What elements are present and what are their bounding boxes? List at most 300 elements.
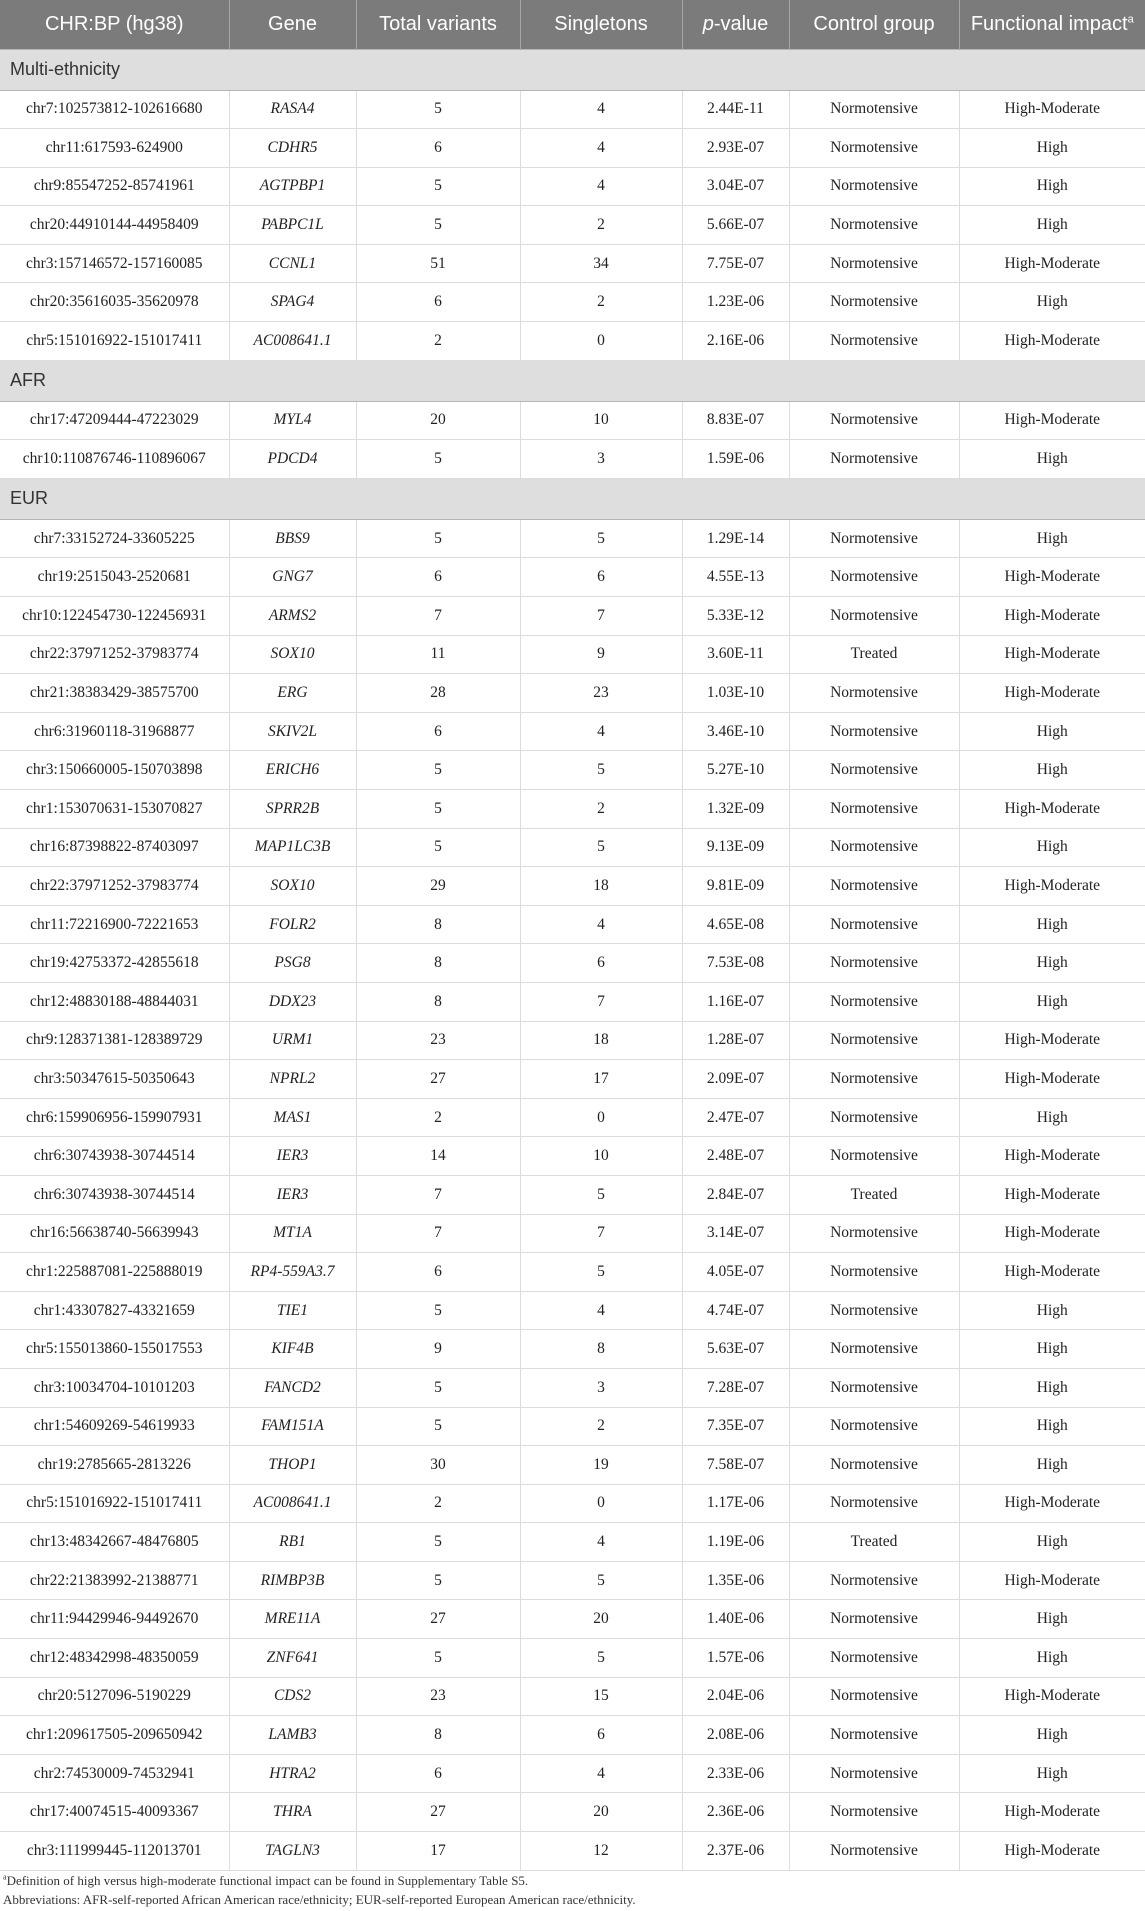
table-row (0, 1677, 1145, 1716)
functional-impact-cell: High-Moderate (959, 1021, 1145, 1060)
total-variants-cell: 5 (356, 1523, 520, 1562)
p-value-cell: 9.13E-09 (682, 828, 789, 867)
singletons-cell: 4 (520, 905, 682, 944)
total-variants-cell: 5 (356, 1639, 520, 1678)
functional-impact-cell: High-Moderate (959, 635, 1145, 674)
group-label: EUR (0, 478, 1145, 519)
chr-bp-cell: chr10:110876746-110896067 (0, 440, 229, 479)
singletons-cell: 7 (520, 1214, 682, 1253)
table-row (0, 558, 1145, 597)
functional-impact-cell: High-Moderate (959, 867, 1145, 906)
control-group-cell: Normotensive (789, 167, 959, 206)
gene-cell: TAGLN3 (229, 1832, 356, 1871)
gene-cell: HTRA2 (229, 1754, 356, 1793)
functional-impact-cell: High-Moderate (959, 322, 1145, 361)
control-group-cell: Normotensive (789, 1484, 959, 1523)
total-variants-cell: 27 (356, 1060, 520, 1099)
gene-cell: RASA4 (229, 90, 356, 129)
gene-cell: SOX10 (229, 867, 356, 906)
table-row (0, 1214, 1145, 1253)
control-group-cell: Normotensive (789, 129, 959, 168)
control-group-cell: Normotensive (789, 1214, 959, 1253)
gene-cell: KIF4B (229, 1330, 356, 1369)
p-value-cell: 1.57E-06 (682, 1639, 789, 1678)
total-variants-cell: 5 (356, 1561, 520, 1600)
total-variants-cell: 2 (356, 1098, 520, 1137)
singletons-cell: 4 (520, 1291, 682, 1330)
control-group-cell: Normotensive (789, 1639, 959, 1678)
functional-impact-cell: High (959, 944, 1145, 983)
p-value-cell: 7.58E-07 (682, 1446, 789, 1485)
control-group-cell: Normotensive (789, 283, 959, 322)
gene-cell: GNG7 (229, 558, 356, 597)
control-group-cell: Normotensive (789, 1060, 959, 1099)
total-variants-cell: 6 (356, 1754, 520, 1793)
gene-cell: SPRR2B (229, 790, 356, 829)
functional-impact-cell: High (959, 982, 1145, 1021)
header-functional-impact-label: Functional impact (970, 12, 1128, 35)
singletons-cell: 7 (520, 597, 682, 636)
functional-impact-cell: High (959, 1368, 1145, 1407)
functional-impact-cell: High-Moderate (959, 1214, 1145, 1253)
gene-cell: MAS1 (229, 1098, 356, 1137)
gene-cell: FOLR2 (229, 905, 356, 944)
gene-cell: SOX10 (229, 635, 356, 674)
functional-impact-cell: High (959, 828, 1145, 867)
functional-impact-cell: High-Moderate (959, 1793, 1145, 1832)
table-row (0, 1368, 1145, 1407)
table-row (0, 1330, 1145, 1369)
p-value-cell: 5.63E-07 (682, 1330, 789, 1369)
total-variants-cell: 9 (356, 1330, 520, 1369)
singletons-cell: 20 (520, 1793, 682, 1832)
control-group-cell: Normotensive (789, 982, 959, 1021)
control-group-cell: Normotensive (789, 1677, 959, 1716)
singletons-cell: 12 (520, 1832, 682, 1871)
p-value-cell: 1.40E-06 (682, 1600, 789, 1639)
control-group-cell: Treated (789, 1175, 959, 1214)
p-value-cell: 2.09E-07 (682, 1060, 789, 1099)
total-variants-cell: 11 (356, 635, 520, 674)
p-value-cell: 2.36E-06 (682, 1793, 789, 1832)
total-variants-cell: 5 (356, 90, 520, 129)
p-value-cell: 5.27E-10 (682, 751, 789, 790)
chr-bp-cell: chr1:43307827-43321659 (0, 1291, 229, 1330)
gene-cell: MAP1LC3B (229, 828, 356, 867)
control-group-cell: Normotensive (789, 1561, 959, 1600)
gene-cell: CDS2 (229, 1677, 356, 1716)
singletons-cell: 6 (520, 944, 682, 983)
control-group-cell: Normotensive (789, 1253, 959, 1292)
table-row (0, 1561, 1145, 1600)
singletons-cell: 2 (520, 206, 682, 245)
chr-bp-cell: chr11:94429946-94492670 (0, 1600, 229, 1639)
gene-cell: TIE1 (229, 1291, 356, 1330)
table-row (0, 1793, 1145, 1832)
singletons-cell: 4 (520, 712, 682, 751)
functional-impact-cell: High-Moderate (959, 597, 1145, 636)
singletons-cell: 3 (520, 1368, 682, 1407)
chr-bp-cell: chr7:102573812-102616680 (0, 90, 229, 129)
functional-impact-cell: High-Moderate (959, 401, 1145, 440)
table-row (0, 1253, 1145, 1292)
footnote-abbreviations: Abbreviations: AFR-self-reported African American race/ethnicity; EUR-self-reported European American race/ethnicity. (3, 1892, 636, 1907)
control-group-cell: Normotensive (789, 1291, 959, 1330)
group-row (0, 360, 1145, 401)
functional-impact-cell: High (959, 751, 1145, 790)
functional-impact-cell: High (959, 1330, 1145, 1369)
chr-bp-cell: chr7:33152724-33605225 (0, 519, 229, 558)
table-row (0, 1407, 1145, 1446)
singletons-cell: 18 (520, 867, 682, 906)
chr-bp-cell: chr1:153070631-153070827 (0, 790, 229, 829)
singletons-cell: 4 (520, 1754, 682, 1793)
p-value-cell: 2.16E-06 (682, 322, 789, 361)
control-group-cell: Normotensive (789, 1832, 959, 1871)
table-row (0, 674, 1145, 713)
functional-impact-cell: High-Moderate (959, 90, 1145, 129)
p-value-cell: 2.47E-07 (682, 1098, 789, 1137)
control-group-cell: Normotensive (789, 558, 959, 597)
total-variants-cell: 14 (356, 1137, 520, 1176)
chr-bp-cell: chr5:155013860-155017553 (0, 1330, 229, 1369)
table-row (0, 982, 1145, 1021)
singletons-cell: 2 (520, 1407, 682, 1446)
chr-bp-cell: chr19:2515043-2520681 (0, 558, 229, 597)
total-variants-cell: 6 (356, 129, 520, 168)
total-variants-cell: 8 (356, 905, 520, 944)
p-value-cell: 4.74E-07 (682, 1291, 789, 1330)
p-value-cell: 2.04E-06 (682, 1677, 789, 1716)
chr-bp-cell: chr11:72216900-72221653 (0, 905, 229, 944)
table-row (0, 1523, 1145, 1562)
singletons-cell: 5 (520, 1253, 682, 1292)
table-row (0, 167, 1145, 206)
gene-cell: CCNL1 (229, 244, 356, 283)
singletons-cell: 4 (520, 129, 682, 168)
control-group-cell: Normotensive (789, 828, 959, 867)
singletons-cell: 0 (520, 1484, 682, 1523)
total-variants-cell: 6 (356, 1253, 520, 1292)
control-group-cell: Normotensive (789, 1021, 959, 1060)
gene-cell: NPRL2 (229, 1060, 356, 1099)
chr-bp-cell: chr6:30743938-30744514 (0, 1137, 229, 1176)
functional-impact-cell: High (959, 1098, 1145, 1137)
control-group-cell: Normotensive (789, 944, 959, 983)
p-value-cell: 5.66E-07 (682, 206, 789, 245)
gene-cell: PABPC1L (229, 206, 356, 245)
control-group-cell: Normotensive (789, 1793, 959, 1832)
singletons-cell: 5 (520, 519, 682, 558)
control-group-cell: Normotensive (789, 206, 959, 245)
control-group-cell: Normotensive (789, 401, 959, 440)
group-label: AFR (0, 360, 1145, 401)
control-group-cell: Normotensive (789, 1754, 959, 1793)
chr-bp-cell: chr16:56638740-56639943 (0, 1214, 229, 1253)
footnote-definition-mark: a (3, 1872, 7, 1882)
total-variants-cell: 5 (356, 1368, 520, 1407)
gene-cell: ERG (229, 674, 356, 713)
total-variants-cell: 30 (356, 1446, 520, 1485)
table-row (0, 828, 1145, 867)
chr-bp-cell: chr20:35616035-35620978 (0, 283, 229, 322)
control-group-cell: Normotensive (789, 440, 959, 479)
table-row (0, 1060, 1145, 1099)
chr-bp-cell: chr9:85547252-85741961 (0, 167, 229, 206)
header-p-rest: -value (713, 12, 769, 35)
singletons-cell: 20 (520, 1600, 682, 1639)
singletons-cell: 2 (520, 283, 682, 322)
functional-impact-cell: High (959, 1291, 1145, 1330)
control-group-cell: Normotensive (789, 519, 959, 558)
total-variants-cell: 5 (356, 519, 520, 558)
functional-impact-cell: High-Moderate (959, 1832, 1145, 1871)
gene-cell: RP4-559A3.7 (229, 1253, 356, 1292)
chr-bp-cell: chr17:47209444-47223029 (0, 401, 229, 440)
table-row (0, 1600, 1145, 1639)
control-group-cell: Normotensive (789, 905, 959, 944)
functional-impact-cell: High (959, 1754, 1145, 1793)
functional-impact-cell: High (959, 905, 1145, 944)
p-value-cell: 1.23E-06 (682, 283, 789, 322)
p-value-cell: 5.33E-12 (682, 597, 789, 636)
chr-bp-cell: chr3:111999445-112013701 (0, 1832, 229, 1871)
singletons-cell: 6 (520, 558, 682, 597)
table-row (0, 283, 1145, 322)
chr-bp-cell: chr19:42753372-42855618 (0, 944, 229, 983)
table-row (0, 1639, 1145, 1678)
chr-bp-cell: chr5:151016922-151017411 (0, 1484, 229, 1523)
chr-bp-cell: chr22:21383992-21388771 (0, 1561, 229, 1600)
chr-bp-cell: chr3:150660005-150703898 (0, 751, 229, 790)
gene-cell: MRE11A (229, 1600, 356, 1639)
singletons-cell: 10 (520, 1137, 682, 1176)
table-row (0, 90, 1145, 129)
total-variants-cell: 5 (356, 751, 520, 790)
table-row (0, 944, 1145, 983)
singletons-cell: 17 (520, 1060, 682, 1099)
gene-cell: ARMS2 (229, 597, 356, 636)
total-variants-cell: 8 (356, 944, 520, 983)
functional-impact-cell: High-Moderate (959, 1253, 1145, 1292)
functional-impact-cell: High (959, 1639, 1145, 1678)
gene-cell: FANCD2 (229, 1368, 356, 1407)
chr-bp-cell: chr13:48342667-48476805 (0, 1523, 229, 1562)
group-row (0, 478, 1145, 519)
control-group-cell: Normotensive (789, 790, 959, 829)
control-group-cell: Normotensive (789, 1330, 959, 1369)
header-singletons: Singletons (520, 0, 682, 49)
table-row (0, 751, 1145, 790)
functional-impact-cell: High-Moderate (959, 1137, 1145, 1176)
gene-cell: PDCD4 (229, 440, 356, 479)
functional-impact-cell: High (959, 519, 1145, 558)
table-row (0, 1716, 1145, 1755)
chr-bp-cell: chr19:2785665-2813226 (0, 1446, 229, 1485)
functional-impact-cell: High (959, 206, 1145, 245)
gene-cell: AGTPBP1 (229, 167, 356, 206)
header-chr-bp: CHR:BP (hg38) (0, 0, 229, 49)
p-value-cell: 2.93E-07 (682, 129, 789, 168)
table-row (0, 597, 1145, 636)
footnote-mark: a (1127, 13, 1134, 26)
control-group-cell: Treated (789, 1523, 959, 1562)
header-functional-impact (959, 0, 1145, 49)
singletons-cell: 15 (520, 1677, 682, 1716)
total-variants-cell: 7 (356, 597, 520, 636)
total-variants-cell: 7 (356, 1214, 520, 1253)
chr-bp-cell: chr6:30743938-30744514 (0, 1175, 229, 1214)
p-value-cell: 1.17E-06 (682, 1484, 789, 1523)
singletons-cell: 5 (520, 1639, 682, 1678)
singletons-cell: 9 (520, 635, 682, 674)
table-row (0, 1291, 1145, 1330)
total-variants-cell: 29 (356, 867, 520, 906)
p-value-cell: 1.59E-06 (682, 440, 789, 479)
p-value-cell: 2.37E-06 (682, 1832, 789, 1871)
singletons-cell: 7 (520, 982, 682, 1021)
singletons-cell: 5 (520, 1561, 682, 1600)
gene-cell: ERICH6 (229, 751, 356, 790)
total-variants-cell: 2 (356, 1484, 520, 1523)
control-group-cell: Normotensive (789, 712, 959, 751)
total-variants-cell: 8 (356, 982, 520, 1021)
table-row (0, 1446, 1145, 1485)
total-variants-cell: 5 (356, 1407, 520, 1446)
table-row (0, 1175, 1145, 1214)
gene-cell: IER3 (229, 1175, 356, 1214)
p-value-cell: 1.29E-14 (682, 519, 789, 558)
functional-impact-cell: High (959, 440, 1145, 479)
total-variants-cell: 23 (356, 1021, 520, 1060)
singletons-cell: 23 (520, 674, 682, 713)
p-value-cell: 3.14E-07 (682, 1214, 789, 1253)
header-p-letter: p (702, 12, 714, 35)
chr-bp-cell: chr20:5127096-5190229 (0, 1677, 229, 1716)
chr-bp-cell: chr10:122454730-122456931 (0, 597, 229, 636)
p-value-cell: 3.46E-10 (682, 712, 789, 751)
table-row (0, 244, 1145, 283)
p-value-cell: 4.55E-13 (682, 558, 789, 597)
functional-impact-cell: High (959, 283, 1145, 322)
control-group-cell: Normotensive (789, 1407, 959, 1446)
footnote-definition-text: Definition of high versus high-moderate functional impact can be found in Supplementary Table S5. (6, 1873, 529, 1888)
group-row (0, 49, 1145, 90)
gene-cell: AC008641.1 (229, 322, 356, 361)
singletons-cell: 18 (520, 1021, 682, 1060)
chr-bp-cell: chr6:31960118-31968877 (0, 712, 229, 751)
gene-cell: THRA (229, 1793, 356, 1832)
total-variants-cell: 27 (356, 1600, 520, 1639)
p-value-cell: 2.08E-06 (682, 1716, 789, 1755)
p-value-cell: 7.35E-07 (682, 1407, 789, 1446)
singletons-cell: 4 (520, 167, 682, 206)
gene-cell: THOP1 (229, 1446, 356, 1485)
p-value-cell: 1.16E-07 (682, 982, 789, 1021)
gene-cell: IER3 (229, 1137, 356, 1176)
functional-impact-cell: High (959, 167, 1145, 206)
total-variants-cell: 23 (356, 1677, 520, 1716)
control-group-cell: Normotensive (789, 1716, 959, 1755)
total-variants-cell: 5 (356, 206, 520, 245)
singletons-cell: 4 (520, 90, 682, 129)
chr-bp-cell: chr5:151016922-151017411 (0, 322, 229, 361)
p-value-cell: 2.48E-07 (682, 1137, 789, 1176)
total-variants-cell: 6 (356, 712, 520, 751)
control-group-cell: Normotensive (789, 597, 959, 636)
p-value-cell: 9.81E-09 (682, 867, 789, 906)
singletons-cell: 0 (520, 322, 682, 361)
table-row (0, 635, 1145, 674)
chr-bp-cell: chr11:617593-624900 (0, 129, 229, 168)
total-variants-cell: 5 (356, 828, 520, 867)
table-row (0, 1754, 1145, 1793)
p-value-cell: 2.84E-07 (682, 1175, 789, 1214)
gene-cell: ZNF641 (229, 1639, 356, 1678)
chr-bp-cell: chr22:37971252-37983774 (0, 635, 229, 674)
chr-bp-cell: chr12:48342998-48350059 (0, 1639, 229, 1678)
control-group-cell: Normotensive (789, 322, 959, 361)
chr-bp-cell: chr12:48830188-48844031 (0, 982, 229, 1021)
header-control-group: Control group (789, 0, 959, 49)
table-row (0, 519, 1145, 558)
control-group-cell: Normotensive (789, 244, 959, 283)
p-value-cell: 7.28E-07 (682, 1368, 789, 1407)
chr-bp-cell: chr3:10034704-10101203 (0, 1368, 229, 1407)
p-value-cell: 1.35E-06 (682, 1561, 789, 1600)
p-value-cell: 4.05E-07 (682, 1253, 789, 1292)
gene-cell: AC008641.1 (229, 1484, 356, 1523)
group-label: Multi-ethnicity (0, 49, 1145, 90)
p-value-cell: 2.44E-11 (682, 90, 789, 129)
gene-cell: CDHR5 (229, 129, 356, 168)
total-variants-cell: 6 (356, 283, 520, 322)
table-row (0, 1021, 1145, 1060)
p-value-cell: 2.33E-06 (682, 1754, 789, 1793)
table-row (0, 1098, 1145, 1137)
singletons-cell: 3 (520, 440, 682, 479)
table-row (0, 790, 1145, 829)
table-body (0, 49, 1145, 1870)
table-row (0, 322, 1145, 361)
chr-bp-cell: chr22:37971252-37983774 (0, 867, 229, 906)
chr-bp-cell: chr1:225887081-225888019 (0, 1253, 229, 1292)
functional-impact-cell: High-Moderate (959, 790, 1145, 829)
p-value-cell: 3.04E-07 (682, 167, 789, 206)
functional-impact-cell: High-Moderate (959, 558, 1145, 597)
gene-cell: URM1 (229, 1021, 356, 1060)
table-row (0, 867, 1145, 906)
table-row (0, 1832, 1145, 1871)
gene-cell: PSG8 (229, 944, 356, 983)
singletons-cell: 2 (520, 790, 682, 829)
gene-cell: FAM151A (229, 1407, 356, 1446)
p-value-cell: 1.28E-07 (682, 1021, 789, 1060)
singletons-cell: 34 (520, 244, 682, 283)
chr-bp-cell: chr20:44910144-44958409 (0, 206, 229, 245)
p-value-cell: 1.03E-10 (682, 674, 789, 713)
table-row (0, 1137, 1145, 1176)
control-group-cell: Normotensive (789, 1098, 959, 1137)
total-variants-cell: 6 (356, 558, 520, 597)
singletons-cell: 0 (520, 1098, 682, 1137)
control-group-cell: Normotensive (789, 1368, 959, 1407)
control-group-cell: Normotensive (789, 867, 959, 906)
functional-impact-cell: High (959, 1523, 1145, 1562)
gene-cell: MT1A (229, 1214, 356, 1253)
total-variants-cell: 5 (356, 167, 520, 206)
p-value-cell: 1.32E-09 (682, 790, 789, 829)
